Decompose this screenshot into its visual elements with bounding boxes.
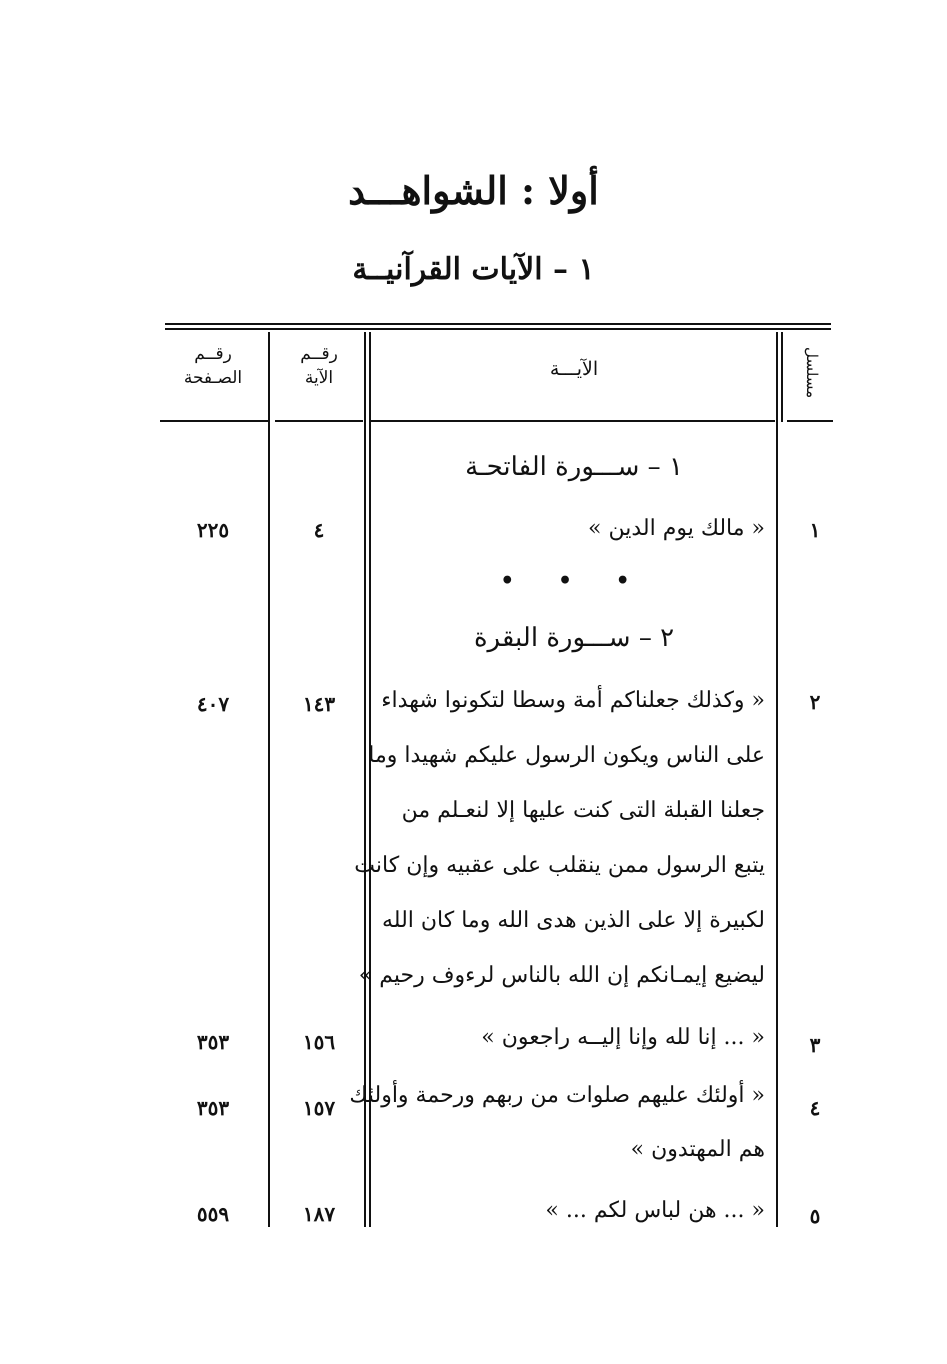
- verse-line: على الناس ويكون الرسول عليكم شهيدا وما: [368, 743, 765, 768]
- verse-line: يتبع الرسول ممن ينقلب على عقبيه وإن كانت: [354, 853, 765, 878]
- row-serial: ٢: [809, 690, 821, 714]
- verse-line: « مالك يوم الدين »: [588, 516, 765, 541]
- row-serial: ٤: [809, 1096, 821, 1120]
- verse-line: « ... هن لباس لكم ... »: [545, 1198, 765, 1223]
- row-serial: ١: [809, 518, 821, 542]
- separator-dots: • • •: [500, 568, 648, 594]
- table-top-rule: [165, 323, 831, 325]
- row-page-number: ٥٥٩: [196, 1202, 230, 1226]
- header-verse: الآيـــة: [549, 358, 599, 380]
- header-serial: مسلسل: [803, 347, 821, 399]
- header-rule: [160, 420, 268, 422]
- column-divider: [776, 332, 778, 1227]
- row-page-number: ٢٢٥: [196, 518, 230, 542]
- column-divider: [268, 332, 270, 1227]
- verse-line: لكبيرة إلا على الذين هدى الله وما كان الله: [382, 908, 765, 933]
- column-divider: [781, 332, 783, 422]
- row-verse-number: ١٥٧: [302, 1096, 336, 1120]
- verse-line: هم المهتدون »: [630, 1137, 765, 1162]
- row-verse-number: ١٨٧: [302, 1202, 336, 1226]
- row-serial: ٣: [809, 1033, 821, 1057]
- row-serial: ٥: [809, 1204, 821, 1228]
- row-verse-number: ١٤٣: [302, 692, 336, 716]
- header-verse-number: رقــم الآية: [300, 344, 338, 388]
- row-verse-number: ٤: [313, 518, 325, 542]
- verse-line: ليضيع إيمـانكم إن الله بالناس لرءوف رحيم »: [358, 963, 765, 988]
- section-subtitle: ١ – الآيات القرآنيــة: [352, 252, 595, 287]
- header-page-number: رقــم الصـفحة: [183, 344, 243, 388]
- verse-line: « أولئك عليهم صلوات من ربهم ورحمة وأولئك: [349, 1083, 765, 1108]
- row-page-number: ٤٠٧: [196, 692, 230, 716]
- verse-line: « وكذلك جعلناكم أمة وسطا لتكونوا شهداء: [381, 688, 765, 713]
- header-rule: [370, 420, 775, 422]
- surah-heading: ١ – ســـورة الفاتحـة: [465, 452, 683, 482]
- row-verse-number: ١٥٦: [302, 1030, 336, 1054]
- header-rule: [787, 420, 833, 422]
- table-top-rule-2: [165, 328, 831, 330]
- verse-line: جعلنا القبلة التى كنت عليها إلا لنعـلم من: [401, 798, 765, 823]
- verse-line: « ... إنا لله وإنا إليــه راجعون »: [481, 1025, 765, 1050]
- surah-heading: ٢ – ســـورة البقرة: [473, 623, 675, 653]
- page-title: أولا : الشواهـــد: [348, 168, 599, 213]
- row-page-number: ٣٥٣: [196, 1096, 230, 1120]
- row-page-number: ٣٥٣: [196, 1030, 230, 1054]
- header-rule: [275, 420, 363, 422]
